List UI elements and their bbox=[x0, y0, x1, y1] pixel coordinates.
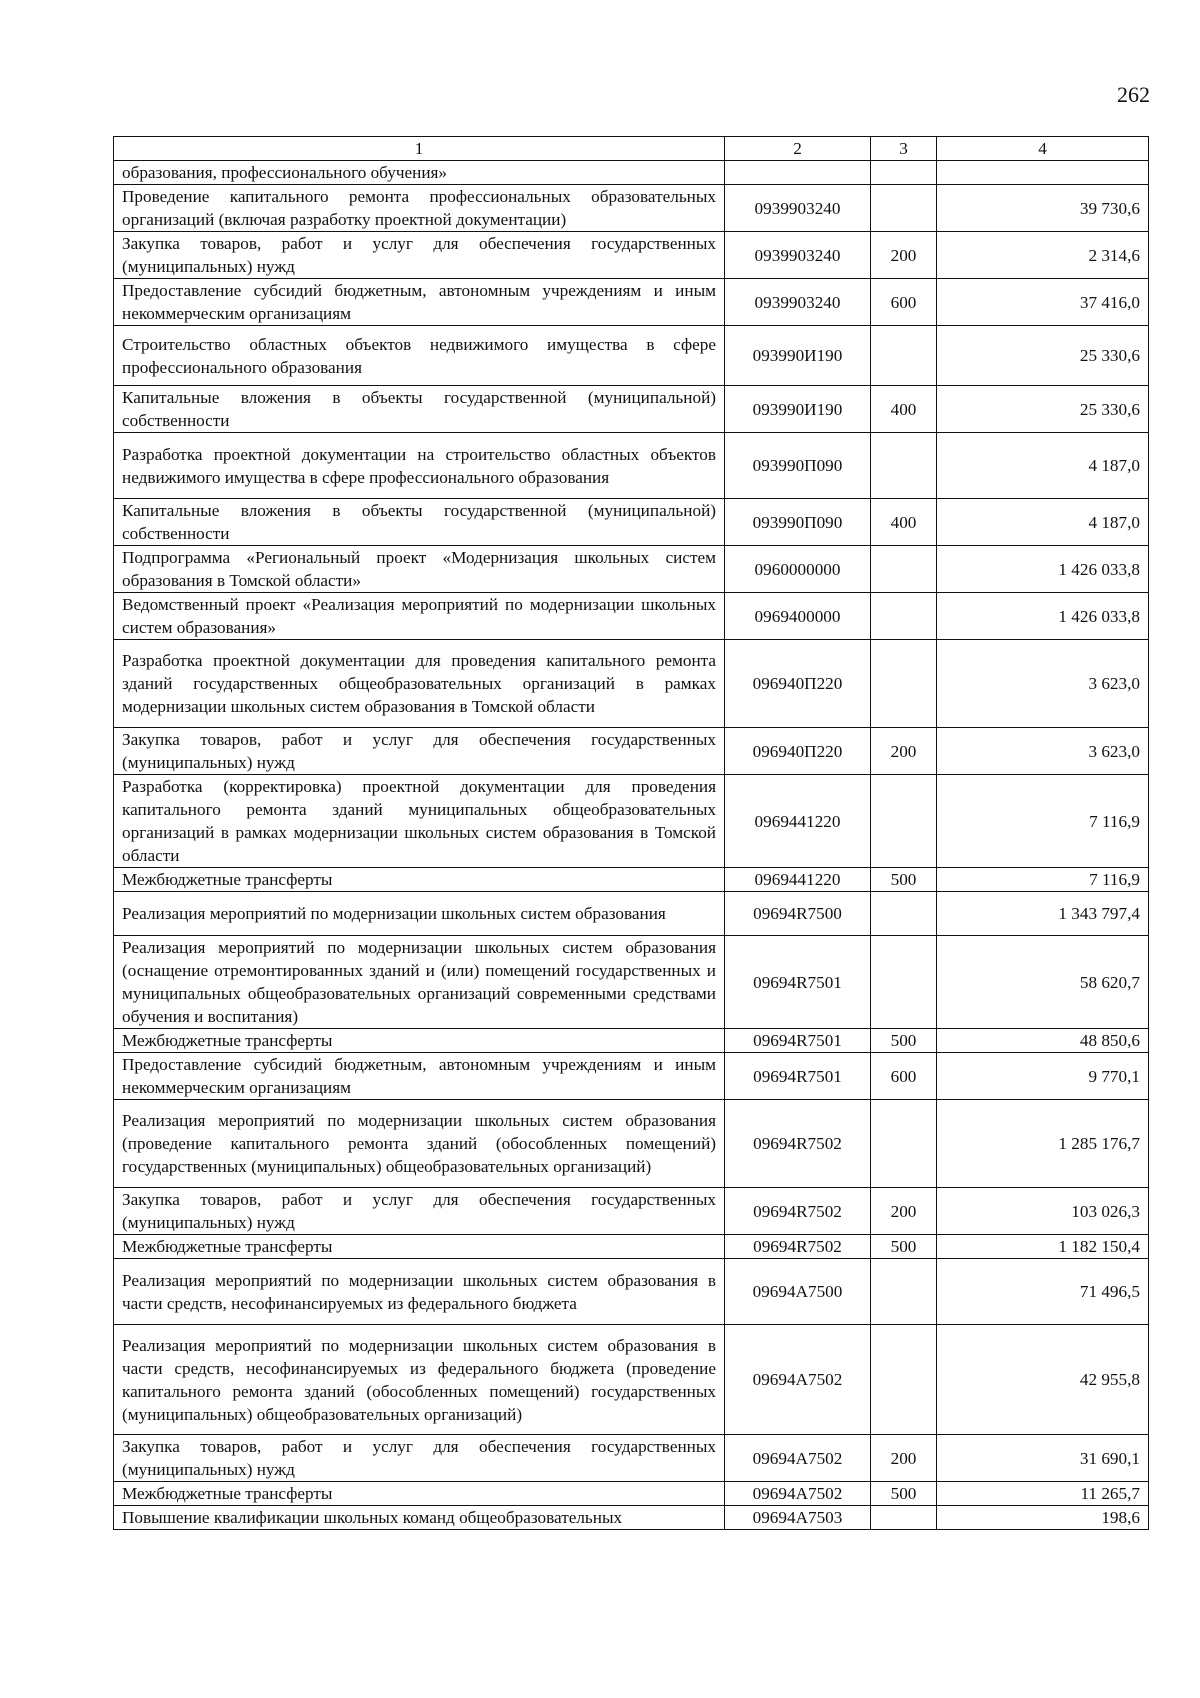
table-row bbox=[114, 640, 1149, 728]
row-amount-cell: 71 496,5 bbox=[937, 1259, 1149, 1325]
row-type-cell bbox=[871, 1506, 937, 1530]
row-code-cell: 09694А7503 bbox=[725, 1506, 871, 1530]
row-amount-cell: 1 182 150,4 bbox=[937, 1235, 1149, 1259]
row-type-cell: 500 bbox=[871, 1029, 937, 1053]
row-type-cell: 600 bbox=[871, 1053, 937, 1100]
table-row bbox=[114, 546, 1149, 593]
row-amount-cell: 2 314,6 bbox=[937, 232, 1149, 279]
row-name-cell: Закупка товаров, работ и услуг для обеспечения государственных (муниципальных) нужд bbox=[114, 1435, 725, 1482]
row-name-cell: Разработка проектной документации на строительство областных объектов недвижимого имущества в сфере профессионального образования bbox=[114, 433, 725, 499]
row-name-cell: Повышение квалификации школьных команд общеобразовательных bbox=[114, 1506, 725, 1530]
row-name-cell: Строительство областных объектов недвижимого имущества в сфере профессионального образования bbox=[114, 326, 725, 386]
row-code-cell: 093990И190 bbox=[725, 386, 871, 433]
table-row bbox=[114, 1325, 1149, 1435]
row-name-cell: Межбюджетные трансферты bbox=[114, 1235, 725, 1259]
row-name-cell: Предоставление субсидий бюджетным, автономным учреждениям и иным некоммерческим организациям bbox=[114, 279, 725, 326]
row-type-cell bbox=[871, 892, 937, 936]
row-name-cell: Реализация мероприятий по модернизации школьных систем образования в части средств, несофинансируемых из федерального бюджета bbox=[114, 1259, 725, 1325]
row-name-cell: Реализация мероприятий по модернизации школьных систем образования в части средств, несофинансируемых из федерального бюджета (проведение капитального ремонта зданий (обособленных помещений) государственных (муниципальных) общеобразовательных организаций) bbox=[114, 1325, 725, 1435]
row-type-cell bbox=[871, 1325, 937, 1435]
row-type-cell bbox=[871, 546, 937, 593]
row-type-cell bbox=[871, 593, 937, 640]
table-row bbox=[114, 728, 1149, 775]
row-name-cell: Реализация мероприятий по модернизации школьных систем образования (проведение капитального ремонта зданий (обособленных помещений) государственных (муниципальных) общеобразовательных организаций) bbox=[114, 1100, 725, 1188]
row-type-cell: 200 bbox=[871, 1188, 937, 1235]
column-header-2: 2 bbox=[725, 137, 871, 161]
table-body bbox=[114, 161, 1149, 1530]
row-name-cell: Закупка товаров, работ и услуг для обеспечения государственных (муниципальных) нужд bbox=[114, 1188, 725, 1235]
table-row bbox=[114, 1506, 1149, 1530]
row-amount-cell: 25 330,6 bbox=[937, 386, 1149, 433]
row-code-cell: 09694R7500 bbox=[725, 892, 871, 936]
row-name-cell: Предоставление субсидий бюджетным, автономным учреждениям и иным некоммерческим организациям bbox=[114, 1053, 725, 1100]
row-type-cell: 400 bbox=[871, 499, 937, 546]
table-row bbox=[114, 593, 1149, 640]
row-code-cell: 09694R7502 bbox=[725, 1188, 871, 1235]
table-row bbox=[114, 185, 1149, 232]
row-type-cell: 400 bbox=[871, 386, 937, 433]
row-name-cell: Реализация мероприятий по модернизации школьных систем образования (оснащение отремонтированных зданий и (или) помещений государственных и муниципальных общеобразовательных организаций современными средствами обучения и воспитания) bbox=[114, 936, 725, 1029]
table-row bbox=[114, 1435, 1149, 1482]
row-code-cell: 09694А7502 bbox=[725, 1482, 871, 1506]
row-amount-cell: 1 426 033,8 bbox=[937, 593, 1149, 640]
row-type-cell bbox=[871, 1100, 937, 1188]
table-row bbox=[114, 1188, 1149, 1235]
row-type-cell bbox=[871, 433, 937, 499]
row-type-cell: 200 bbox=[871, 232, 937, 279]
page-number: 262 bbox=[1117, 82, 1150, 107]
row-amount-cell: 4 187,0 bbox=[937, 499, 1149, 546]
row-amount-cell: 1 285 176,7 bbox=[937, 1100, 1149, 1188]
row-type-cell bbox=[871, 185, 937, 232]
row-type-cell: 200 bbox=[871, 1435, 937, 1482]
table-row bbox=[114, 1259, 1149, 1325]
row-code-cell: 09694А7502 bbox=[725, 1435, 871, 1482]
row-name-cell: образования, профессионального обучения» bbox=[114, 161, 725, 185]
row-code-cell: 0939903240 bbox=[725, 185, 871, 232]
row-name-cell: Межбюджетные трансферты bbox=[114, 1482, 725, 1506]
row-type-cell bbox=[871, 775, 937, 868]
row-type-cell: 500 bbox=[871, 868, 937, 892]
column-header-4: 4 bbox=[937, 137, 1149, 161]
table-row bbox=[114, 1029, 1149, 1053]
row-amount-cell: 42 955,8 bbox=[937, 1325, 1149, 1435]
row-code-cell: 09694R7501 bbox=[725, 1053, 871, 1100]
row-code-cell: 096940П220 bbox=[725, 640, 871, 728]
row-code-cell: 09694R7501 bbox=[725, 1029, 871, 1053]
table-row bbox=[114, 1053, 1149, 1100]
row-amount-cell: 3 623,0 bbox=[937, 728, 1149, 775]
row-amount-cell: 1 343 797,4 bbox=[937, 892, 1149, 936]
row-code-cell: 0939903240 bbox=[725, 279, 871, 326]
row-name-cell: Разработка проектной документации для проведения капитального ремонта зданий государственных общеобразовательных организаций в рамках модернизации школьных систем образования в Томской области bbox=[114, 640, 725, 728]
row-amount-cell: 4 187,0 bbox=[937, 433, 1149, 499]
row-amount-cell: 9 770,1 bbox=[937, 1053, 1149, 1100]
row-amount-cell: 11 265,7 bbox=[937, 1482, 1149, 1506]
row-amount-cell: 198,6 bbox=[937, 1506, 1149, 1530]
row-code-cell: 093990П090 bbox=[725, 433, 871, 499]
table-row bbox=[114, 433, 1149, 499]
row-code-cell: 0969441220 bbox=[725, 775, 871, 868]
row-amount-cell: 37 416,0 bbox=[937, 279, 1149, 326]
row-code-cell: 093990И190 bbox=[725, 326, 871, 386]
row-type-cell bbox=[871, 161, 937, 185]
column-header-1: 1 bbox=[114, 137, 725, 161]
table-row bbox=[114, 1235, 1149, 1259]
row-type-cell: 500 bbox=[871, 1235, 937, 1259]
table-row bbox=[114, 1100, 1149, 1188]
row-name-cell: Капитальные вложения в объекты государственной (муниципальной) собственности bbox=[114, 386, 725, 433]
row-code-cell: 09694R7501 bbox=[725, 936, 871, 1029]
row-amount-cell bbox=[937, 161, 1149, 185]
row-name-cell: Межбюджетные трансферты bbox=[114, 1029, 725, 1053]
row-amount-cell: 39 730,6 bbox=[937, 185, 1149, 232]
row-type-cell bbox=[871, 936, 937, 1029]
row-name-cell: Разработка (корректировка) проектной документации для проведения капитального ремонта зданий муниципальных общеобразовательных организаций в рамках модернизации школьных систем образования в Томской области bbox=[114, 775, 725, 868]
column-header-3: 3 bbox=[871, 137, 937, 161]
table-row bbox=[114, 499, 1149, 546]
table-row bbox=[114, 386, 1149, 433]
row-type-cell bbox=[871, 326, 937, 386]
row-type-cell bbox=[871, 640, 937, 728]
table-row bbox=[114, 775, 1149, 868]
budget-table bbox=[113, 136, 1149, 1530]
row-code-cell: 0960000000 bbox=[725, 546, 871, 593]
table-row bbox=[114, 1482, 1149, 1506]
table-row bbox=[114, 161, 1149, 185]
row-amount-cell: 48 850,6 bbox=[937, 1029, 1149, 1053]
row-code-cell: 0939903240 bbox=[725, 232, 871, 279]
row-type-cell bbox=[871, 1259, 937, 1325]
row-amount-cell: 58 620,7 bbox=[937, 936, 1149, 1029]
table-header-row bbox=[114, 137, 1149, 161]
row-name-cell: Межбюджетные трансферты bbox=[114, 868, 725, 892]
row-name-cell: Ведомственный проект «Реализация мероприятий по модернизации школьных систем образования» bbox=[114, 593, 725, 640]
row-type-cell: 200 bbox=[871, 728, 937, 775]
row-code-cell: 0969400000 bbox=[725, 593, 871, 640]
row-code-cell: 09694А7500 bbox=[725, 1259, 871, 1325]
row-amount-cell: 25 330,6 bbox=[937, 326, 1149, 386]
row-type-cell: 600 bbox=[871, 279, 937, 326]
row-code-cell bbox=[725, 161, 871, 185]
table-row bbox=[114, 279, 1149, 326]
row-name-cell: Капитальные вложения в объекты государственной (муниципальной) собственности bbox=[114, 499, 725, 546]
row-code-cell: 09694А7502 bbox=[725, 1325, 871, 1435]
table-row bbox=[114, 936, 1149, 1029]
row-code-cell: 093990П090 bbox=[725, 499, 871, 546]
table-row bbox=[114, 892, 1149, 936]
row-amount-cell: 7 116,9 bbox=[937, 775, 1149, 868]
row-name-cell: Проведение капитального ремонта профессиональных образовательных организаций (включая разработку проектной документации) bbox=[114, 185, 725, 232]
table-row bbox=[114, 232, 1149, 279]
row-name-cell: Закупка товаров, работ и услуг для обеспечения государственных (муниципальных) нужд bbox=[114, 728, 725, 775]
row-amount-cell: 3 623,0 bbox=[937, 640, 1149, 728]
table-row bbox=[114, 868, 1149, 892]
row-amount-cell: 1 426 033,8 bbox=[937, 546, 1149, 593]
row-code-cell: 096940П220 bbox=[725, 728, 871, 775]
row-code-cell: 09694R7502 bbox=[725, 1235, 871, 1259]
row-amount-cell: 31 690,1 bbox=[937, 1435, 1149, 1482]
row-type-cell: 500 bbox=[871, 1482, 937, 1506]
row-code-cell: 09694R7502 bbox=[725, 1100, 871, 1188]
row-name-cell: Подпрограмма «Региональный проект «Модернизация школьных систем образования в Томской области» bbox=[114, 546, 725, 593]
table-row bbox=[114, 326, 1149, 386]
row-code-cell: 0969441220 bbox=[725, 868, 871, 892]
row-amount-cell: 103 026,3 bbox=[937, 1188, 1149, 1235]
row-name-cell: Реализация мероприятий по модернизации школьных систем образования bbox=[114, 892, 725, 936]
row-name-cell: Закупка товаров, работ и услуг для обеспечения государственных (муниципальных) нужд bbox=[114, 232, 725, 279]
row-amount-cell: 7 116,9 bbox=[937, 868, 1149, 892]
